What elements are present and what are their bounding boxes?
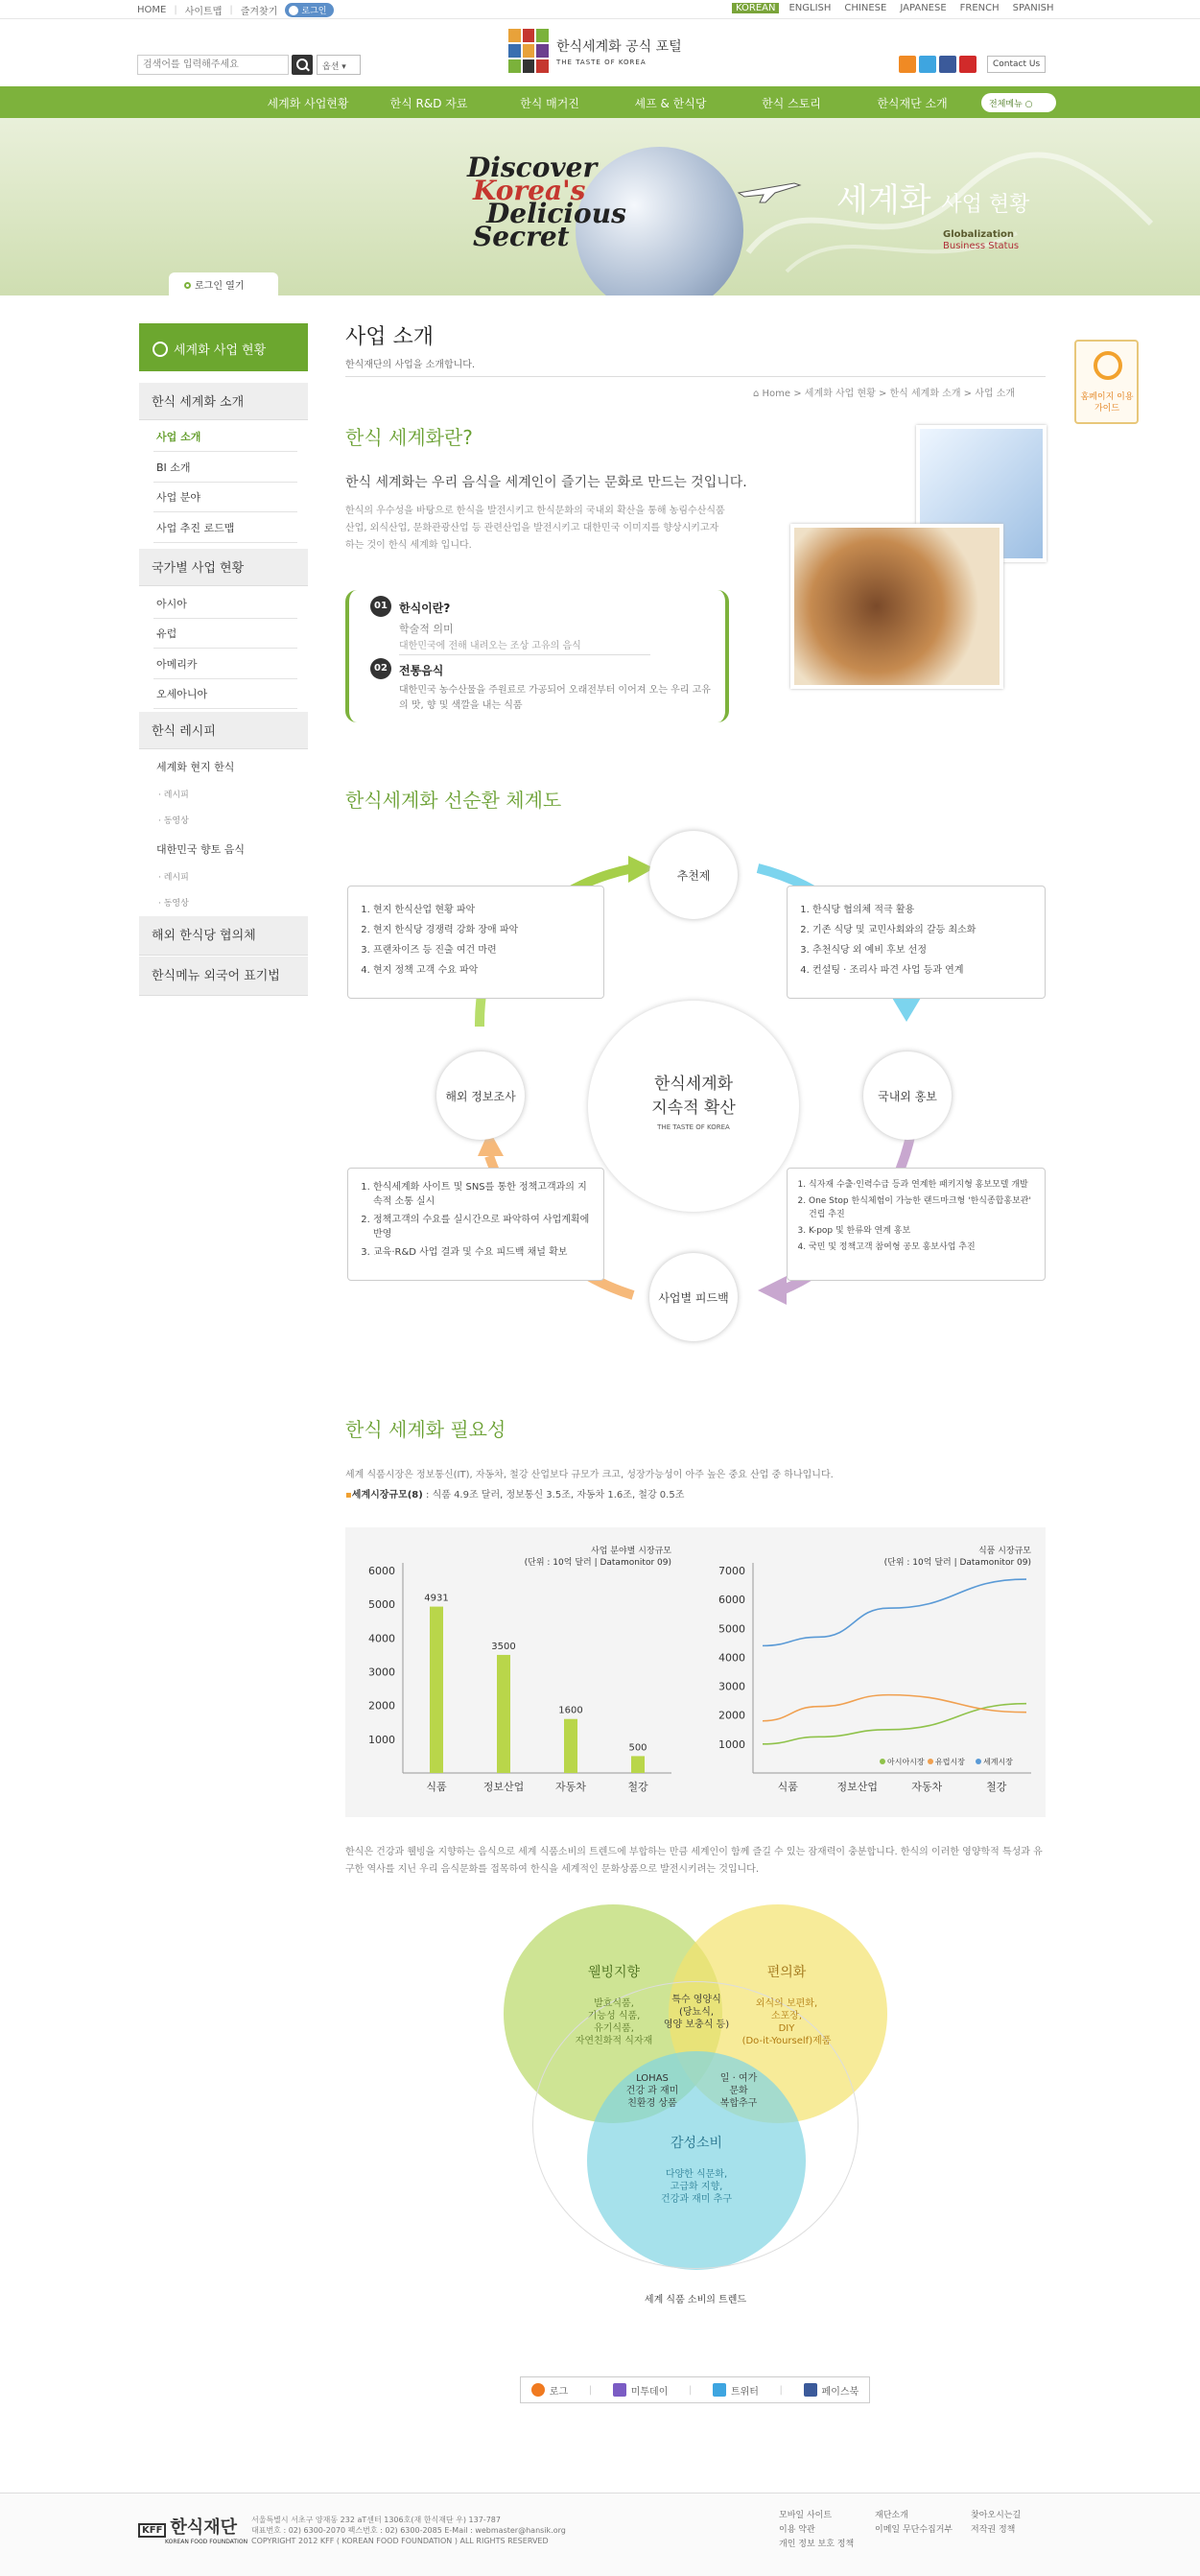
- cycle-center: [588, 1001, 799, 1212]
- cycle-diagram: [345, 825, 1046, 1353]
- contact-us-button[interactable]: Contact Us: [987, 56, 1046, 73]
- cycle-box-item: 1. 한식세계화 사이트 및 SNS를 통한 정책고객과의 지속적 소통 실시: [373, 1180, 596, 1209]
- share-label: 미투데이: [630, 2386, 669, 2398]
- footer-address: 서울특별시 서초구 양재동 232 aT센터 1306호(재 한식재단 우) 137-787: [251, 2516, 501, 2524]
- me2day-icon: [613, 2383, 626, 2397]
- share-twitter[interactable]: [713, 2383, 759, 2398]
- all-menu-button[interactable]: [981, 93, 1056, 112]
- login-button[interactable]: [285, 3, 334, 17]
- divider: [345, 376, 1046, 377]
- definition-text: 대한민국에 전해 내려오는 조상 고유의 음식: [399, 637, 650, 655]
- nav-item-magazine[interactable]: 한식 매거진: [520, 97, 579, 110]
- share-facebook[interactable]: [804, 2383, 859, 2398]
- market-charts: [345, 1527, 1046, 1817]
- venn-line: 친환경 상품: [627, 2098, 677, 2109]
- venn-caption: 세계 식품 소비의 트렌드: [644, 2295, 747, 2305]
- slogan-line-3: Delicious: [486, 198, 626, 229]
- logo-mark-icon: [508, 29, 549, 73]
- divider: |: [588, 2384, 593, 2396]
- need-paragraph-2: [345, 1486, 684, 1501]
- venn-intersect-convenience-emotional: [700, 2072, 777, 2110]
- venn-line: LOHAS: [636, 2073, 669, 2084]
- lang-korean[interactable]: KOREAN: [732, 3, 779, 13]
- banner-slogan: [467, 152, 626, 252]
- cycle-node-recommend: 추천제: [649, 831, 738, 919]
- footer-link-email-refuse[interactable]: 이메일 무단수집거부: [875, 2525, 953, 2535]
- cycle-node-research: 해외 정보조사: [436, 1052, 525, 1140]
- sidebar-item-asia[interactable]: 아시아: [153, 589, 297, 619]
- footer-link-mobile[interactable]: 모바일 사이트: [779, 2511, 833, 2520]
- main-navigation: [0, 86, 1200, 118]
- sidebar-item-roadmap[interactable]: 사업 추진 로드맵: [153, 513, 297, 543]
- cycle-box-item: 1. 식자재 수출·인력수급 등과 연계한 패키지형 홍보모델 개발: [809, 1178, 1041, 1192]
- login-open-label: 로그인 열기: [195, 281, 245, 292]
- venn-line: 일 · 여가: [719, 2073, 758, 2084]
- lang-spanish[interactable]: SPANISH: [1012, 3, 1054, 13]
- footer-link-copyright[interactable]: 저작권 정책: [971, 2525, 1016, 2535]
- sidebar-sub-video[interactable]: · 동영상: [158, 816, 189, 826]
- y-tick-label: 4000: [368, 1632, 395, 1645]
- youtube-icon[interactable]: [959, 56, 976, 73]
- venn-line: 복합추구: [719, 2098, 758, 2109]
- sidebar-item-oceania[interactable]: 오세아니아: [153, 679, 297, 709]
- legend-marker: [880, 1759, 885, 1764]
- x-tick-label: 철강: [627, 1781, 648, 1793]
- search-icon: ○: [1024, 100, 1033, 109]
- bar: [631, 1756, 645, 1773]
- language-selector: [732, 3, 1058, 13]
- cycle-node-feedback: 사업별 피드백: [649, 1253, 738, 1341]
- venn-line: 외식의 보편화,: [755, 1998, 818, 2009]
- share-me2day[interactable]: [613, 2383, 669, 2398]
- venn-intersect-wellbeing-emotional: [609, 2072, 695, 2110]
- sidebar-group-intro[interactable]: 한식 세계화 소개: [139, 383, 308, 420]
- y-tick-label: 3000: [718, 1680, 745, 1693]
- bar: [564, 1719, 577, 1773]
- footer-links-3: [971, 2509, 1021, 2538]
- divider: |: [229, 5, 233, 15]
- cycle-box-item: 1. 현지 한식산업 현황 파악: [373, 900, 594, 920]
- nav-item-rnd[interactable]: 한식 R&D 자료: [389, 97, 468, 110]
- section-title-need: 한식 세계화 필요성: [345, 1418, 506, 1441]
- social-links: [899, 56, 1046, 73]
- market-chart-svg: [345, 1527, 1046, 1817]
- divider: |: [688, 2384, 693, 2396]
- venn-line: 건강과 재미 추구: [661, 2194, 732, 2205]
- bar-value-label: 1600: [558, 1705, 583, 1716]
- footer-link-privacy[interactable]: 개인 정보 보호 정책: [779, 2540, 855, 2549]
- intro-paragraph: 한식의 우수성을 바탕으로 한식을 발전시키고 한식문화의 국내외 확산을 통해 농림수산식품산업, 외식산업, 문화관광산업 등 관련산업을 발전시키고 대한민국 이미지를 향상시키고자 하는 것이 한식 세계화 입니다.: [345, 506, 725, 551]
- banner-title: [836, 174, 1029, 221]
- venn-line: (Do-it-Yourself)제품: [741, 2036, 832, 2046]
- sidebar-item-local-hansik[interactable]: 세계화 현지 한식: [156, 761, 235, 773]
- share-label: 로그: [549, 2386, 569, 2398]
- facebook-icon[interactable]: [939, 56, 956, 73]
- venn-line: 다양한 식문화,: [665, 2169, 728, 2180]
- share-label: 페이스북: [821, 2386, 859, 2398]
- venn-line: 고급화 지향,: [670, 2182, 723, 2192]
- cycle-box-item: 1. 한식당 협의체 적극 활용: [812, 900, 1039, 920]
- logo-subtitle: THE TASTE OF KOREA: [556, 58, 647, 66]
- definition-subtitle: 학술적 의미: [399, 623, 454, 635]
- x-tick-label: 식품: [777, 1781, 798, 1793]
- banner-subtitle-en: Globalization: [943, 229, 1015, 240]
- y-tick-label: 4000: [718, 1651, 745, 1665]
- cycle-box-item: 3. 프랜차이즈 등 진출 여건 마련: [373, 940, 594, 960]
- food-photo-2: [790, 524, 1003, 689]
- y-tick-label: 5000: [718, 1622, 745, 1636]
- venn-title-emotional: 감성소비: [670, 2136, 723, 2151]
- site-logo[interactable]: [508, 29, 682, 73]
- cycle-box-item: 4. 현지 정책 고객 수요 파악: [373, 960, 594, 981]
- top-utility-bar: [0, 0, 1200, 19]
- y-tick-label: 1000: [718, 1737, 745, 1751]
- banner-subtitle-en-2: Business Status: [943, 241, 1020, 251]
- legend-label: 유럽시장: [935, 1758, 965, 1766]
- footer-link-about[interactable]: 재단소개: [875, 2511, 908, 2520]
- nav-item-globalization[interactable]: 세계화 사업현황: [267, 97, 349, 110]
- footer-link-location[interactable]: 찾아오시는길: [971, 2511, 1022, 2520]
- venn-line: 유기식품,: [594, 2023, 634, 2034]
- legend-marker: [976, 1759, 981, 1764]
- venn-line: 소포장,: [770, 2011, 803, 2021]
- lead-text: 한식 세계화는 우리 음식을 세계인이 즐기는 문화로 만드는 것입니다.: [345, 475, 747, 490]
- bar: [430, 1607, 443, 1773]
- section-title-what: 한식 세계화란?: [345, 426, 473, 449]
- cycle-node-promotion: 국내외 홍보: [863, 1052, 952, 1140]
- definition-number: 02: [370, 658, 391, 679]
- footer-logo-sub: KOREAN FOOD FOUNDATION: [165, 2539, 248, 2545]
- cycle-center-sub: THE TASTE OF KOREA: [657, 1123, 730, 1131]
- venn-line: DIY: [778, 2023, 795, 2034]
- kff-logo-icon: KFF: [138, 2523, 166, 2538]
- y-tick-label: 6000: [718, 1594, 745, 1607]
- venn-line: 특수 영양식: [671, 1995, 721, 2005]
- venn-text-convenience: [726, 1997, 847, 2047]
- venn-title-wellbeing: 웰빙지향: [587, 1965, 641, 1980]
- lang-french[interactable]: FRENCH: [959, 3, 1000, 13]
- definition-title: 전통음식: [399, 664, 444, 677]
- sitemap-link[interactable]: 사이트맵: [184, 7, 223, 17]
- bar: [497, 1655, 510, 1773]
- y-tick-label: 6000: [368, 1565, 395, 1577]
- sidebar-group-country[interactable]: 국가별 사업 현황: [139, 549, 308, 586]
- bar-value-label: 3500: [491, 1641, 516, 1652]
- cycle-box-item: 4. 컨설팅 · 조리사 파견 사업 등과 연계: [812, 960, 1039, 981]
- definition-text: 대한민국 농수산물을 주원료로 가공되어 오래전부터 이어져 오는 우리 고유의 맛, 향 및 색깔을 내는 식품: [399, 685, 711, 711]
- sidebar-item-field[interactable]: 사업 분야: [153, 483, 297, 512]
- search-input[interactable]: [137, 55, 289, 75]
- cycle-box-item: 2. 현지 한식당 경쟁력 강화 장애 파악: [373, 920, 594, 940]
- footer-logo: [138, 2514, 247, 2545]
- bar-value-label: 500: [628, 1742, 647, 1754]
- y-tick-label: 2000: [718, 1709, 745, 1722]
- page-description: 한식재단의 사업을 소개합니다.: [345, 360, 476, 370]
- cycle-box-research: [347, 886, 604, 999]
- footer-copyright: COPYRIGHT 2012 KFF ( KOREAN FOOD FOUNDATION ) ALL RIGHTS RESERVED: [251, 2537, 549, 2545]
- chart-subtitle: (단위 : 10억 달러 | Datamonitor 09): [883, 1558, 1031, 1568]
- cycle-box-promotion: [787, 1168, 1046, 1281]
- definition-number: 01: [370, 596, 391, 617]
- venn-line: 발효식품,: [594, 1998, 634, 2009]
- sidebar-sub-recipe[interactable]: · 레시피: [158, 791, 189, 800]
- chart-title: 사업 분야별 시장규모: [591, 1547, 671, 1556]
- y-tick-label: 2000: [368, 1699, 395, 1713]
- divider: |: [174, 5, 177, 15]
- login-icon: [289, 6, 298, 15]
- x-tick-label: 식품: [426, 1781, 447, 1793]
- cycle-box-item: 2. 기존 식당 및 교민사회와의 갈등 최소화: [812, 920, 1039, 940]
- section-title-cycle: 한식세계화 선순환 체계도: [345, 789, 562, 812]
- share-label: 트위터: [730, 2386, 759, 2398]
- top-links: [137, 3, 334, 17]
- guide-label: 홈페이지 이용 가이드: [1080, 392, 1134, 414]
- sidebar-header: [139, 323, 308, 371]
- sidebar-item-america[interactable]: 아메리카: [153, 650, 297, 679]
- need-label: 세계시장규모(8): [351, 1490, 423, 1501]
- sidebar-group-menu-notation[interactable]: 한식메뉴 외국어 표기법: [139, 957, 308, 996]
- footer-links-2: [875, 2509, 953, 2538]
- definition-title: 한식이란?: [399, 602, 451, 615]
- lang-english[interactable]: ENGLISH: [788, 3, 832, 13]
- footer-phone: 대표번호 : 02) 6300-2070 팩스번호 : 02) 6300-2085 E-Mail : webmaster@hansik.org: [251, 2526, 566, 2535]
- y-tick-label: 1000: [368, 1733, 395, 1746]
- cycle-box-recommend: [787, 886, 1046, 999]
- venn-intersect-wellbeing-convenience: [655, 1994, 738, 2031]
- venn-line: 영양 보충식 등): [663, 2020, 730, 2030]
- venn-title-convenience: 편의화: [766, 1965, 807, 1980]
- page-title: 사업 소개: [345, 325, 435, 349]
- share-blog[interactable]: [531, 2383, 568, 2398]
- venn-line: 자연친화적 식자재: [575, 2036, 653, 2046]
- slogan-line-1: Discover: [467, 152, 598, 183]
- footer-link-terms[interactable]: 이용 약관: [779, 2525, 815, 2535]
- hero-banner: [0, 118, 1200, 295]
- sidebar-sub-video[interactable]: · 동영상: [158, 899, 189, 909]
- lang-chinese[interactable]: CHINESE: [844, 3, 887, 13]
- breadcrumb: ⌂ Home > 세계화 사업 현황 > 한식 세계화 소개 > 사업 소개: [753, 389, 1016, 399]
- y-tick-label: 5000: [368, 1598, 395, 1612]
- cycle-box-item: 2. 정책고객의 수요를 실시간으로 파악하여 사업계획에 반영: [373, 1213, 596, 1241]
- footer-info: [251, 2515, 566, 2546]
- need-value: : 식품 4.9조 달러, 정보통신 3.5조, 자동차 1.6조, 철강 0.5조: [422, 1490, 685, 1501]
- chart-title: 식품 시장규모: [977, 1547, 1031, 1556]
- sidebar-item-business-intro[interactable]: 사업 소개: [153, 422, 297, 452]
- login-label: 로그인: [301, 7, 327, 16]
- nav-item-foundation[interactable]: 한식재단 소개: [877, 97, 948, 110]
- venn-line: 기능성 식품,: [587, 2011, 641, 2021]
- x-tick-label: 정보산업: [482, 1781, 525, 1793]
- x-tick-label: 정보산업: [836, 1781, 879, 1793]
- nav-item-story[interactable]: 한식 스토리: [762, 97, 821, 110]
- cycle-box-item: 2. One Stop 한식체험이 가능한 랜드마크형 '한식종합홍보관' 건립 추진: [809, 1194, 1041, 1221]
- logo-title: 한식세계화 공식 포털: [556, 38, 682, 55]
- airplane-icon: [737, 176, 804, 204]
- cycle-center-title: 한식세계화: [653, 1075, 734, 1094]
- twitter-icon: [713, 2383, 726, 2397]
- need-paragraph-1: 세계 식품시장은 정보통신(IT), 자동차, 철강 산업보다 규모가 크고, 성장가능성이 아주 높은 중요 산업 중 하나입니다.: [345, 1470, 834, 1480]
- sidebar-item-regional-food[interactable]: 대한민국 향토 음식: [156, 843, 246, 856]
- cycle-box-item: 4. 국민 및 정책고객 참여형 공모 홍보사업 추진: [809, 1241, 1041, 1254]
- cycle-box-feedback: [347, 1168, 604, 1281]
- search-button[interactable]: [292, 55, 313, 75]
- all-menu-label: 전체메뉴: [989, 100, 1023, 109]
- home-link[interactable]: HOME: [137, 5, 167, 15]
- sidebar-item-europe[interactable]: 유럽: [153, 619, 297, 649]
- slogan-line-2: Korea's: [473, 175, 586, 206]
- bar-value-label: 4931: [424, 1593, 449, 1604]
- lang-japanese[interactable]: JAPANESE: [900, 3, 947, 13]
- blog-icon: [531, 2383, 545, 2397]
- bookmark-link[interactable]: 즐겨찾기: [240, 7, 278, 17]
- venn-line: 건강 과 재미: [625, 2086, 679, 2096]
- login-open-tab[interactable]: [169, 272, 278, 295]
- series-line: [763, 1579, 1026, 1645]
- bullet-icon: ▪: [345, 1490, 352, 1501]
- venn-line: (당뇨식,: [678, 2007, 715, 2018]
- sidebar-sub-recipe[interactable]: · 레시피: [158, 873, 189, 883]
- sidebar-header-label: 세계화 사업 현황: [174, 343, 267, 358]
- slogan-line-4: Secret: [473, 221, 570, 252]
- venn-text-emotional: [639, 2168, 754, 2206]
- need-paragraph-3: 한식은 건강과 웰빙을 지향하는 음식으로 세계 식품소비의 트렌드에 부합하는 만큼 세계인이 함께 즐길 수 있는 잠재력이 충분합니다. 한식의 이러한 영양학적 특성과 유구한 역사를 지닌 우리 음식문화를 접목하여 한식을 세계적인 문화상품으로 발전시키려는 것입니다.: [345, 1847, 1043, 1875]
- legend-label: 아시아시장: [887, 1758, 925, 1766]
- sidebar-item-bi[interactable]: BI 소개: [153, 453, 297, 483]
- rss-icon[interactable]: [899, 56, 916, 73]
- homepage-guide-button[interactable]: [1074, 340, 1139, 424]
- chart-subtitle: (단위 : 10억 달러 | Datamonitor 09): [524, 1558, 671, 1568]
- divider: |: [779, 2384, 783, 2396]
- twitter-icon[interactable]: [919, 56, 936, 73]
- share-bar: [520, 2376, 870, 2403]
- legend-label: 세계시장: [983, 1758, 1013, 1766]
- footer-logo-text: 한식재단: [170, 2517, 237, 2538]
- banner-title-big: 세계화: [836, 181, 931, 220]
- x-tick-label: 자동차: [555, 1781, 586, 1793]
- legend-marker: [928, 1759, 933, 1764]
- facebook-icon: [804, 2383, 817, 2397]
- cycle-box-item: 3. K-pop 및 한류와 연계 홍보: [809, 1224, 1041, 1238]
- x-tick-label: 철강: [986, 1781, 1007, 1793]
- y-tick-label: 7000: [718, 1565, 745, 1577]
- cycle-box-item: 3. 추천식당 외 예비 후보 선정: [812, 940, 1039, 960]
- cycle-center-title-2: 지속적 확산: [651, 1099, 736, 1118]
- search-option-select[interactable]: 옵션 ▾: [317, 55, 361, 75]
- venn-text-wellbeing: [561, 1997, 667, 2047]
- guide-icon: [1094, 351, 1122, 380]
- footer: [0, 2493, 1200, 2576]
- y-tick-label: 3000: [368, 1666, 395, 1679]
- nav-item-chef[interactable]: 셰프 & 한식당: [634, 97, 707, 110]
- venn-line: 문화: [729, 2086, 748, 2096]
- chevron-icon: [153, 342, 168, 357]
- cycle-box-item: 3. 교육·R&D 사업 결과 및 수요 피드백 채널 확보: [373, 1245, 596, 1260]
- banner-title-small: 사업 현황: [941, 193, 1030, 217]
- x-tick-label: 자동차: [911, 1781, 943, 1793]
- login-dot-icon: [184, 282, 191, 289]
- sidebar-group-council[interactable]: 해외 한식당 협의체: [139, 916, 308, 956]
- sidebar-group-recipe[interactable]: 한식 레시피: [139, 712, 308, 749]
- footer-links-1: [779, 2509, 854, 2552]
- definition-box: [345, 590, 729, 722]
